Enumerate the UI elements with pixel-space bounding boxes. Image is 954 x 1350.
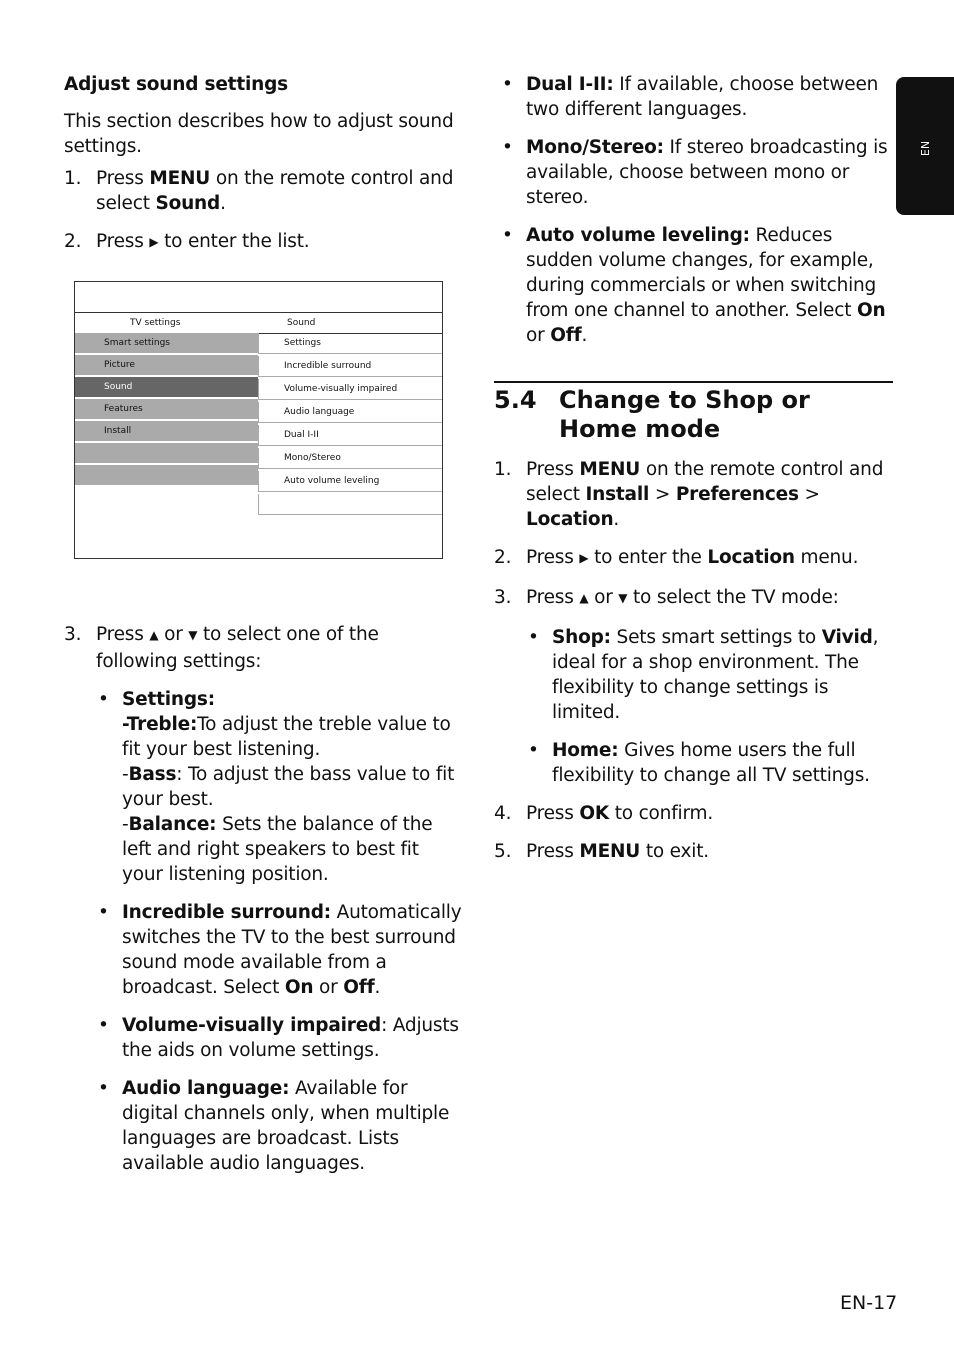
submenu-item-mono-stereo: Mono/Stereo <box>258 448 442 469</box>
menu-item-smart-settings: Smart settings <box>75 333 258 353</box>
step-3: 3. Press ▲ or ▼ to select one of the following settings: <box>64 624 379 672</box>
bullet-auto-volume: • Auto volume leveling: Reduces sudden volume changes, for example, during commercials or when switching from one channel to another. Select On or Off. <box>502 225 886 346</box>
section-steps <box>494 457 894 877</box>
menu-item-install: Install <box>75 421 258 441</box>
shop-step-2: 2. Press ▶ to enter the Location menu. <box>494 545 894 572</box>
submenu-item-auto-volume: Auto volume leveling <box>258 471 442 492</box>
submenu-item-empty <box>258 494 442 515</box>
up-arrow-icon: ▲ <box>579 591 589 605</box>
right-arrow-icon: ▶ <box>149 235 159 249</box>
bullet-mono-stereo: • Mono/Stereo: If stereo broadcasting is available, choose between mono or stereo. <box>502 137 888 208</box>
shop-step-3: 3. Press ▲ or ▼ to select the TV mode: <box>494 585 894 612</box>
submenu-item-incredible-surround: Incredible surround <box>258 356 442 377</box>
bullet-volume-visually-impaired: • Volume-visually impaired: Adjusts the aids on volume settings. <box>98 1015 459 1061</box>
section-heading: Change to Shop or Home mode <box>559 386 810 443</box>
menu-item-picture: Picture <box>75 355 258 375</box>
bullet-audio-language: • Audio language: Available for digital channels only, when multiple languages are broadcast. Lists available audio languages. <box>98 1078 450 1174</box>
right-column <box>494 72 894 361</box>
right-arrow-icon: ▶ <box>579 551 589 565</box>
up-arrow-icon: ▲ <box>149 628 159 642</box>
shop-step-1: 1. Press MENU on the remote control and select Install > Preferences > Location. <box>494 459 884 530</box>
language-tab <box>896 77 954 215</box>
step-1: 1. Press MENU on the remote control and select Sound. <box>64 168 454 214</box>
page-number: EN-17 <box>840 1292 898 1314</box>
down-arrow-icon: ▼ <box>618 591 628 605</box>
left-column <box>64 72 464 1189</box>
bullet-shop: • Shop: Sets smart settings to Vivid, ideal for a shop environment. The flexibility to change settings is limited. <box>528 627 879 723</box>
language-tab-label: EN <box>919 140 933 157</box>
bullet-incredible-surround: • Incredible surround: Automatically switches the TV to the best surround sound mode available from a broadcast. Select On or Off. <box>98 902 462 998</box>
bullet-settings: • Settings: -Treble:To adjust the treble value to fit your best listening. -Bass: To adjust the bass value to fit your best. -Balance: Sets the balance of the left and right speakers to best fit your listening position. <box>98 689 455 885</box>
down-arrow-icon: ▼ <box>188 628 198 642</box>
menu-item-empty <box>75 443 258 463</box>
step-2: 2. Press ▶ to enter the list. <box>64 229 464 256</box>
section-divider <box>494 381 893 383</box>
menu-header-right: Sound <box>287 318 316 328</box>
menu-right-list <box>258 333 442 517</box>
shop-step-4: 4. Press OK to confirm. <box>494 803 714 824</box>
submenu-item-volume-visually-impaired: Volume-visually impaired <box>258 379 442 400</box>
menu-header-left: TV settings <box>130 318 181 328</box>
menu-header <box>75 312 442 334</box>
intro-text: This section describes how to adjust sound settings. <box>64 111 454 157</box>
menu-item-features: Features <box>75 399 258 419</box>
menu-item-empty <box>75 465 258 485</box>
submenu-item-dual: Dual I-II <box>258 425 442 446</box>
tv-menu-screenshot <box>74 281 443 559</box>
bullet-home: • Home: Gives home users the full flexibility to change all TV settings. <box>528 740 870 786</box>
subsection-heading: Adjust sound settings <box>64 74 288 95</box>
shop-step-5: 5. Press MENU to exit. <box>494 841 709 862</box>
menu-left-list <box>75 333 258 487</box>
section-number: 5.4 <box>494 386 537 414</box>
menu-item-sound: Sound <box>75 377 258 397</box>
bullet-dual: • Dual I-II: If available, choose between two different languages. <box>502 74 879 120</box>
submenu-item-audio-language: Audio language <box>258 402 442 423</box>
submenu-item-settings: Settings <box>258 333 442 354</box>
